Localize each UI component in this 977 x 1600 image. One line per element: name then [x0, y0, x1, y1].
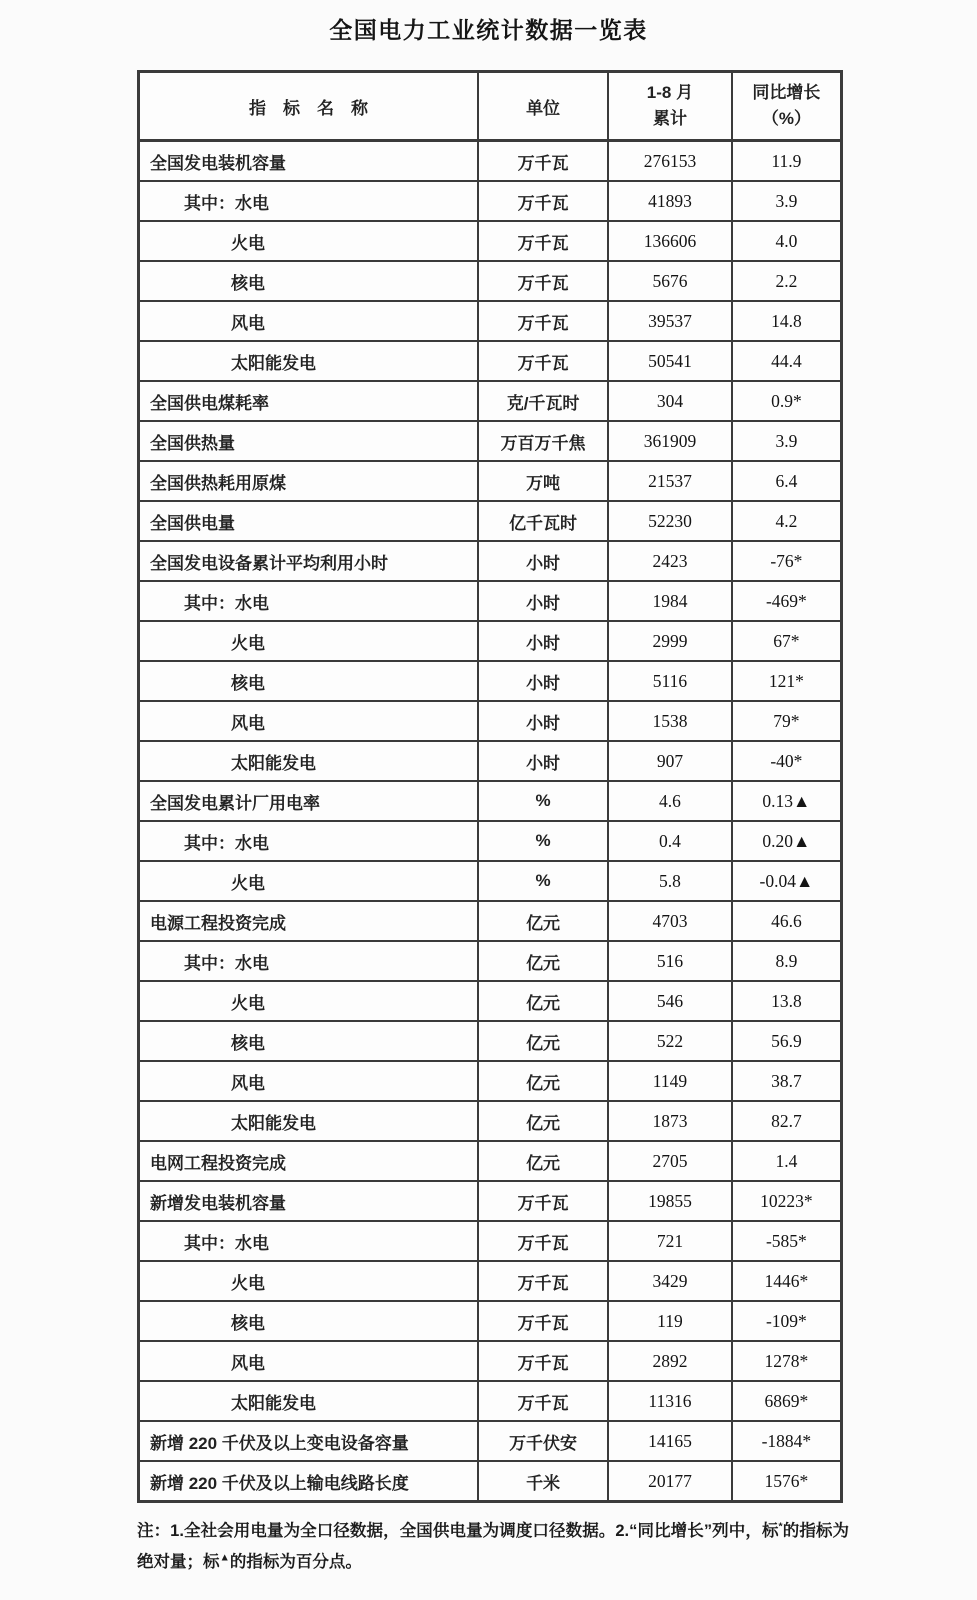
indicator-label: 其中：水电 [184, 833, 269, 853]
unit-cell: 克/千瓦时 [478, 381, 608, 421]
indicator-label: 电源工程投资完成 [150, 913, 286, 933]
unit-cell: 万千瓦 [478, 181, 608, 221]
indicator-label: 太阳能发电 [231, 353, 316, 373]
indicator-cell [139, 1381, 479, 1421]
indicator-cell [139, 1221, 479, 1261]
unit-cell: 万千瓦 [478, 341, 608, 381]
indicator-label: 新增 220 千伏及以上输电线路长度 [150, 1473, 409, 1493]
indicator-label: 全国发电设备累计平均利用小时 [150, 553, 388, 573]
header-period [608, 72, 732, 141]
value-cell: 5676 [608, 261, 732, 301]
indicator-cell [139, 1101, 479, 1141]
indicator-label: 核电 [231, 1033, 265, 1053]
value-cell: 276153 [608, 141, 732, 182]
table-row [139, 141, 842, 182]
table-row [139, 221, 842, 261]
indicator-label: 其中：水电 [184, 953, 269, 973]
value-cell: 522 [608, 1021, 732, 1061]
unit-cell: 亿元 [478, 1061, 608, 1101]
footnote-text-3: 的指标为百分点。 [229, 1552, 362, 1571]
indicator-cell [139, 141, 479, 182]
value-cell: 546 [608, 981, 732, 1021]
indicator-cell [139, 1021, 479, 1061]
growth-cell: 38.7 [732, 1061, 842, 1101]
growth-cell: 82.7 [732, 1101, 842, 1141]
table-row [139, 1381, 842, 1421]
unit-cell: 亿元 [478, 1021, 608, 1061]
value-cell: 2999 [608, 621, 732, 661]
value-cell: 2892 [608, 1341, 732, 1381]
indicator-label: 风电 [231, 1073, 265, 1093]
indicator-label: 核电 [231, 273, 265, 293]
indicator-cell [139, 661, 479, 701]
indicator-label: 全国供热量 [150, 433, 235, 453]
table-row [139, 1181, 842, 1221]
growth-cell: -1884* [732, 1421, 842, 1461]
unit-cell: 万千瓦 [478, 221, 608, 261]
table-row [139, 861, 842, 901]
unit-cell: 万吨 [478, 461, 608, 501]
growth-cell: 3.9 [732, 181, 842, 221]
indicator-label: 火电 [231, 633, 265, 653]
indicator-cell [139, 1461, 479, 1502]
indicator-label: 全国发电装机容量 [150, 153, 286, 173]
table-body [139, 141, 842, 1502]
indicator-label: 风电 [231, 1353, 265, 1373]
indicator-label: 全国供电煤耗率 [150, 393, 269, 413]
value-cell: 5.8 [608, 861, 732, 901]
growth-cell: 2.2 [732, 261, 842, 301]
indicator-cell [139, 581, 479, 621]
value-cell: 4.6 [608, 781, 732, 821]
indicator-label: 太阳能发电 [231, 1393, 316, 1413]
value-cell: 14165 [608, 1421, 732, 1461]
value-cell: 1984 [608, 581, 732, 621]
indicator-cell [139, 941, 479, 981]
value-cell: 3429 [608, 1261, 732, 1301]
table-row [139, 1141, 842, 1181]
growth-cell: 6.4 [732, 461, 842, 501]
unit-cell: 亿元 [478, 1141, 608, 1181]
value-cell: 52230 [608, 501, 732, 541]
growth-cell: -469* [732, 581, 842, 621]
value-cell: 41893 [608, 181, 732, 221]
table-row [139, 501, 842, 541]
value-cell: 2705 [608, 1141, 732, 1181]
indicator-label: 风电 [231, 313, 265, 333]
unit-cell: 万千瓦 [478, 141, 608, 182]
table-row [139, 741, 842, 781]
table-row [139, 1301, 842, 1341]
indicator-label: 全国供电量 [150, 513, 235, 533]
growth-cell: 13.8 [732, 981, 842, 1021]
table-row [139, 661, 842, 701]
asterisk-marker: * [778, 1520, 783, 1533]
table-row [139, 1461, 842, 1502]
value-cell: 119 [608, 1301, 732, 1341]
growth-cell: 67* [732, 621, 842, 661]
footnote [137, 1516, 849, 1577]
indicator-label: 电网工程投资完成 [150, 1153, 286, 1173]
table-header-row [139, 72, 842, 141]
unit-cell: 亿元 [478, 901, 608, 941]
value-cell: 50541 [608, 341, 732, 381]
growth-cell: 6869* [732, 1381, 842, 1421]
value-cell: 1538 [608, 701, 732, 741]
value-cell: 5116 [608, 661, 732, 701]
unit-cell: 万千伏安 [478, 1421, 608, 1461]
table-row [139, 1261, 842, 1301]
value-cell: 1149 [608, 1061, 732, 1101]
growth-cell: 44.4 [732, 341, 842, 381]
statistics-table [137, 70, 843, 1503]
table-row [139, 941, 842, 981]
indicator-cell [139, 181, 479, 221]
indicator-cell [139, 781, 479, 821]
unit-cell: 万千瓦 [478, 1261, 608, 1301]
growth-cell: 1.4 [732, 1141, 842, 1181]
table-row [139, 781, 842, 821]
table-row [139, 301, 842, 341]
unit-cell: 万千瓦 [478, 301, 608, 341]
unit-cell: 万百万千焦 [478, 421, 608, 461]
indicator-cell [139, 301, 479, 341]
unit-cell: 亿元 [478, 1101, 608, 1141]
growth-cell: 4.0 [732, 221, 842, 261]
growth-cell: 79* [732, 701, 842, 741]
unit-cell: 万千瓦 [478, 1221, 608, 1261]
unit-cell: % [478, 861, 608, 901]
table-row [139, 581, 842, 621]
indicator-label: 火电 [231, 873, 265, 893]
indicator-cell [139, 741, 479, 781]
table-row [139, 1421, 842, 1461]
growth-cell: 11.9 [732, 141, 842, 182]
indicator-cell [139, 1181, 479, 1221]
table-row [139, 341, 842, 381]
unit-cell: 万千瓦 [478, 1381, 608, 1421]
indicator-label: 其中：水电 [184, 193, 269, 213]
indicator-cell [139, 221, 479, 261]
value-cell: 304 [608, 381, 732, 421]
table-row [139, 1101, 842, 1141]
unit-cell: 亿元 [478, 981, 608, 1021]
header-period-line1: 1-8 月 [646, 82, 694, 102]
indicator-label: 风电 [231, 713, 265, 733]
indicator-cell [139, 421, 479, 461]
growth-cell: -76* [732, 541, 842, 581]
unit-cell: 万千瓦 [478, 261, 608, 301]
header-unit: 单位 [478, 72, 608, 141]
value-cell: 2423 [608, 541, 732, 581]
table-row [139, 1061, 842, 1101]
table-row [139, 541, 842, 581]
indicator-cell [139, 381, 479, 421]
indicator-cell [139, 1061, 479, 1101]
table-row [139, 1221, 842, 1261]
indicator-cell [139, 981, 479, 1021]
indicator-cell [139, 1301, 479, 1341]
indicator-cell [139, 341, 479, 381]
unit-cell: 万千瓦 [478, 1181, 608, 1221]
indicator-cell [139, 261, 479, 301]
value-cell: 721 [608, 1221, 732, 1261]
value-cell: 361909 [608, 421, 732, 461]
indicator-cell [139, 1341, 479, 1381]
indicator-label: 全国供热耗用原煤 [150, 473, 286, 493]
value-cell: 907 [608, 741, 732, 781]
growth-cell: -40* [732, 741, 842, 781]
footnote-text-1: 注：1.全社会用电量为全口径数据，全国供电量为调度口径数据。2.“同比增长”列中，标 [137, 1522, 779, 1540]
value-cell: 4703 [608, 901, 732, 941]
growth-cell: 1278* [732, 1341, 842, 1381]
header-yoy-growth [732, 72, 842, 141]
growth-cell: 10223* [732, 1181, 842, 1221]
unit-cell: 小时 [478, 741, 608, 781]
page-title: 全国电力工业统计数据一览表 [329, 17, 648, 43]
indicator-label: 全国发电累计厂用电率 [150, 793, 320, 813]
growth-cell: 121* [732, 661, 842, 701]
growth-cell: 1446* [732, 1261, 842, 1301]
indicator-label: 火电 [231, 233, 265, 253]
growth-cell: 1576* [732, 1461, 842, 1502]
unit-cell: 万千瓦 [478, 1341, 608, 1381]
indicator-cell [139, 1141, 479, 1181]
value-cell: 19855 [608, 1181, 732, 1221]
indicator-label: 核电 [231, 673, 265, 693]
table-row [139, 821, 842, 861]
value-cell: 11316 [608, 1381, 732, 1421]
growth-cell: 0.20▲ [732, 821, 842, 861]
unit-cell: 亿千瓦时 [478, 501, 608, 541]
growth-cell: 56.9 [732, 1021, 842, 1061]
table-row [139, 621, 842, 661]
value-cell: 21537 [608, 461, 732, 501]
indicator-label: 新增发电装机容量 [150, 1193, 286, 1213]
indicator-cell [139, 1261, 479, 1301]
unit-cell: % [478, 781, 608, 821]
indicator-label: 其中：水电 [184, 593, 269, 613]
growth-cell: 0.13▲ [732, 781, 842, 821]
indicator-label: 核电 [231, 1313, 265, 1333]
growth-cell: -0.04▲ [732, 861, 842, 901]
growth-cell: 8.9 [732, 941, 842, 981]
value-cell: 39537 [608, 301, 732, 341]
indicator-label: 太阳能发电 [231, 1113, 316, 1133]
unit-cell: % [478, 821, 608, 861]
growth-cell: 0.9* [732, 381, 842, 421]
value-cell: 0.4 [608, 821, 732, 861]
value-cell: 516 [608, 941, 732, 981]
indicator-cell [139, 861, 479, 901]
footnote-text-2: 的指标为绝对量；标 [137, 1522, 850, 1571]
table-row [139, 1341, 842, 1381]
table-row [139, 421, 842, 461]
value-cell: 20177 [608, 1461, 732, 1502]
growth-cell: -585* [732, 1221, 842, 1261]
unit-cell: 小时 [478, 701, 608, 741]
growth-cell: -109* [732, 1301, 842, 1341]
unit-cell: 小时 [478, 621, 608, 661]
unit-cell: 千米 [478, 1461, 608, 1502]
growth-cell: 46.6 [732, 901, 842, 941]
unit-cell: 小时 [478, 541, 608, 581]
table-row [139, 1021, 842, 1061]
indicator-cell [139, 821, 479, 861]
growth-cell: 3.9 [732, 421, 842, 461]
table-row [139, 701, 842, 741]
header-period-line2: 累计 [652, 109, 687, 128]
indicator-cell [139, 701, 479, 741]
table-row [139, 461, 842, 501]
value-cell: 1873 [608, 1101, 732, 1141]
value-cell: 136606 [608, 221, 732, 261]
indicator-label: 太阳能发电 [231, 753, 316, 773]
table-row [139, 981, 842, 1021]
unit-cell: 小时 [478, 661, 608, 701]
indicator-cell [139, 461, 479, 501]
indicator-cell [139, 621, 479, 661]
table-row [139, 381, 842, 421]
indicator-label: 其中：水电 [184, 1233, 269, 1253]
indicator-cell [139, 541, 479, 581]
indicator-label: 新增 220 千伏及以上变电设备容量 [150, 1433, 409, 1453]
triangle-marker: ▲ [219, 1551, 230, 1564]
indicator-cell [139, 1421, 479, 1461]
unit-cell: 亿元 [478, 941, 608, 981]
header-indicator: 指 标 名 称 [139, 72, 479, 141]
unit-cell: 小时 [478, 581, 608, 621]
table-row [139, 901, 842, 941]
indicator-cell [139, 901, 479, 941]
indicator-label: 火电 [231, 1273, 265, 1293]
growth-cell: 4.2 [732, 501, 842, 541]
table-row [139, 261, 842, 301]
table-row [139, 181, 842, 221]
header-yoy-line2: （%） [761, 109, 811, 128]
header-yoy-line1: 同比增长 [752, 82, 821, 102]
indicator-label: 火电 [231, 993, 265, 1013]
unit-cell: 万千瓦 [478, 1301, 608, 1341]
indicator-cell [139, 501, 479, 541]
growth-cell: 14.8 [732, 301, 842, 341]
